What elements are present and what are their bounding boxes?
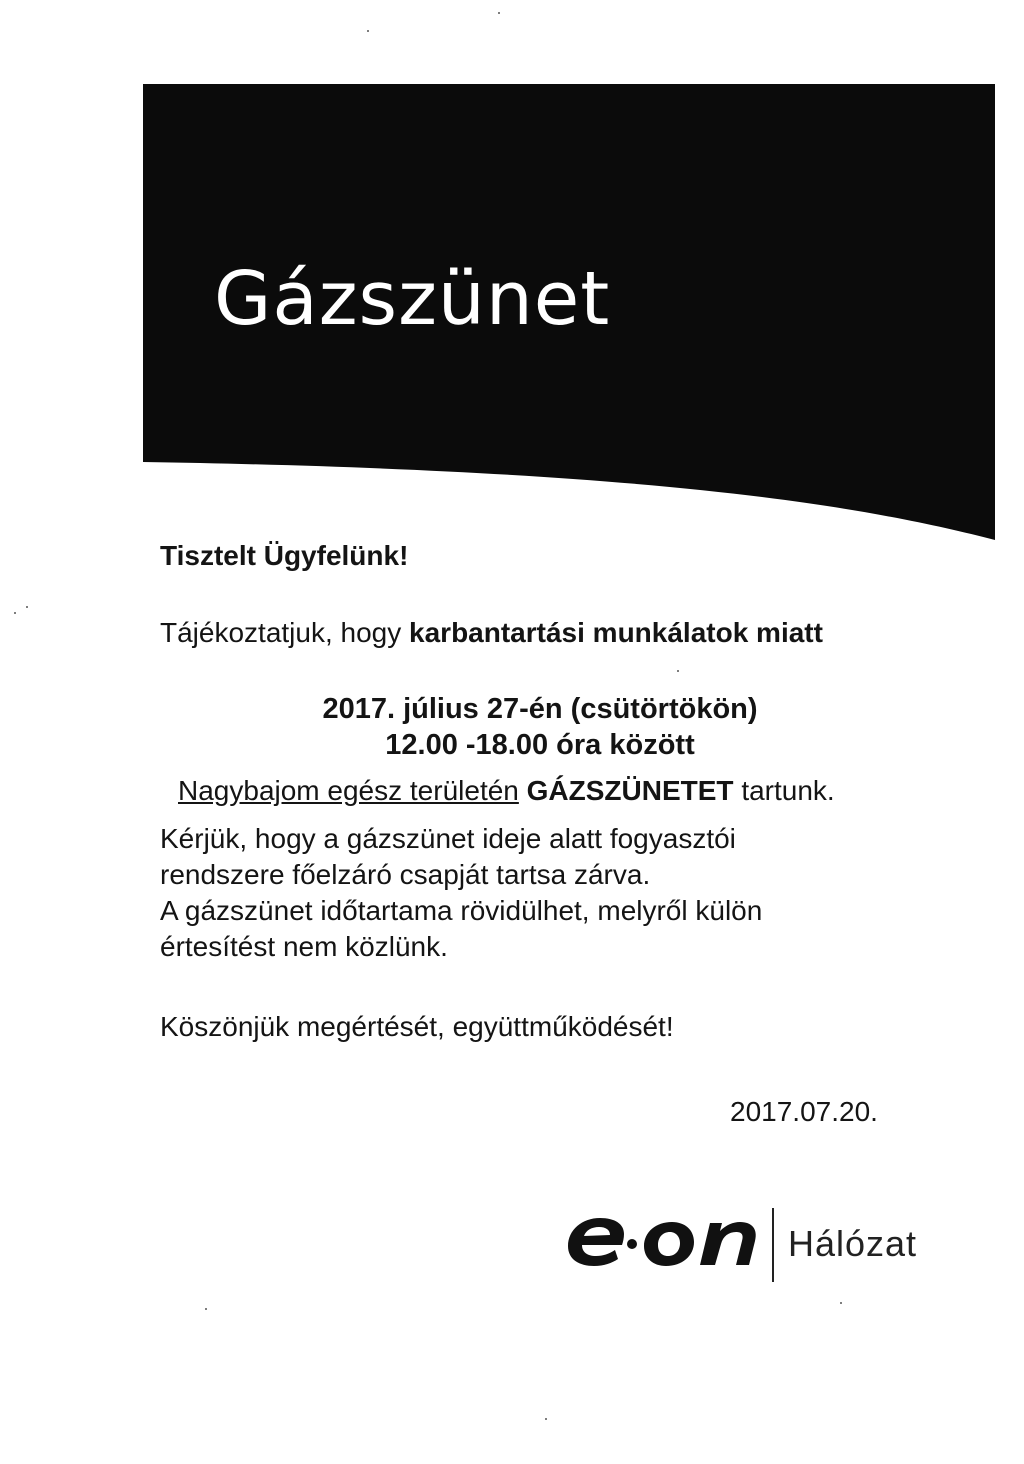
scan-speck — [840, 1302, 842, 1304]
intro-paragraph — [160, 615, 840, 651]
scan-speck — [367, 30, 369, 32]
notice-body — [160, 538, 880, 1045]
area-rest: tartunk. — [741, 775, 835, 806]
schedule-date: 2017. július 27-én (csütörtökön) — [322, 693, 758, 725]
document-date: 2017.07.20. — [730, 1096, 878, 1127]
scan-speck — [677, 670, 679, 672]
request-paragraph — [160, 821, 800, 965]
request-line: rendszere főelzáró csapját tartsa zárva. — [160, 859, 651, 890]
scan-speck — [545, 1418, 547, 1420]
scan-speck — [205, 1308, 207, 1310]
schedule — [160, 691, 880, 763]
page-title: Gázszünet — [214, 256, 611, 342]
scan-speck — [26, 606, 28, 608]
brand-name: Hálózat — [788, 1223, 918, 1264]
schedule-time: 12.00 -18.00 óra között — [385, 729, 695, 761]
header-banner — [0, 0, 1024, 560]
request-line: értesítést nem közlünk. — [160, 931, 448, 962]
request-line: A gázszünet időtartama rövidülhet, melyről külön — [160, 895, 763, 926]
intro-text: Tájékoztatjuk, hogy — [160, 617, 410, 648]
greeting: Tisztelt Ügyfelünk! — [160, 540, 409, 571]
brand-divider — [772, 1208, 774, 1282]
scan-speck — [14, 612, 16, 614]
thanks-text: Köszönjük megértését, együttműködését! — [160, 1011, 674, 1042]
request-line: Kérjük, hogy a gázszünet ideje alatt fogyasztói — [160, 823, 736, 854]
area-underlined: Nagybajom egész területén — [178, 775, 519, 806]
area-bold: GÁZSZÜNETET — [526, 775, 734, 806]
brand-footer — [560, 1200, 960, 1290]
intro-bold: karbantartási munkálatok miatt — [409, 617, 823, 648]
scan-speck — [498, 12, 500, 14]
eon-logo-icon — [560, 1200, 765, 1270]
area-line — [178, 773, 880, 809]
